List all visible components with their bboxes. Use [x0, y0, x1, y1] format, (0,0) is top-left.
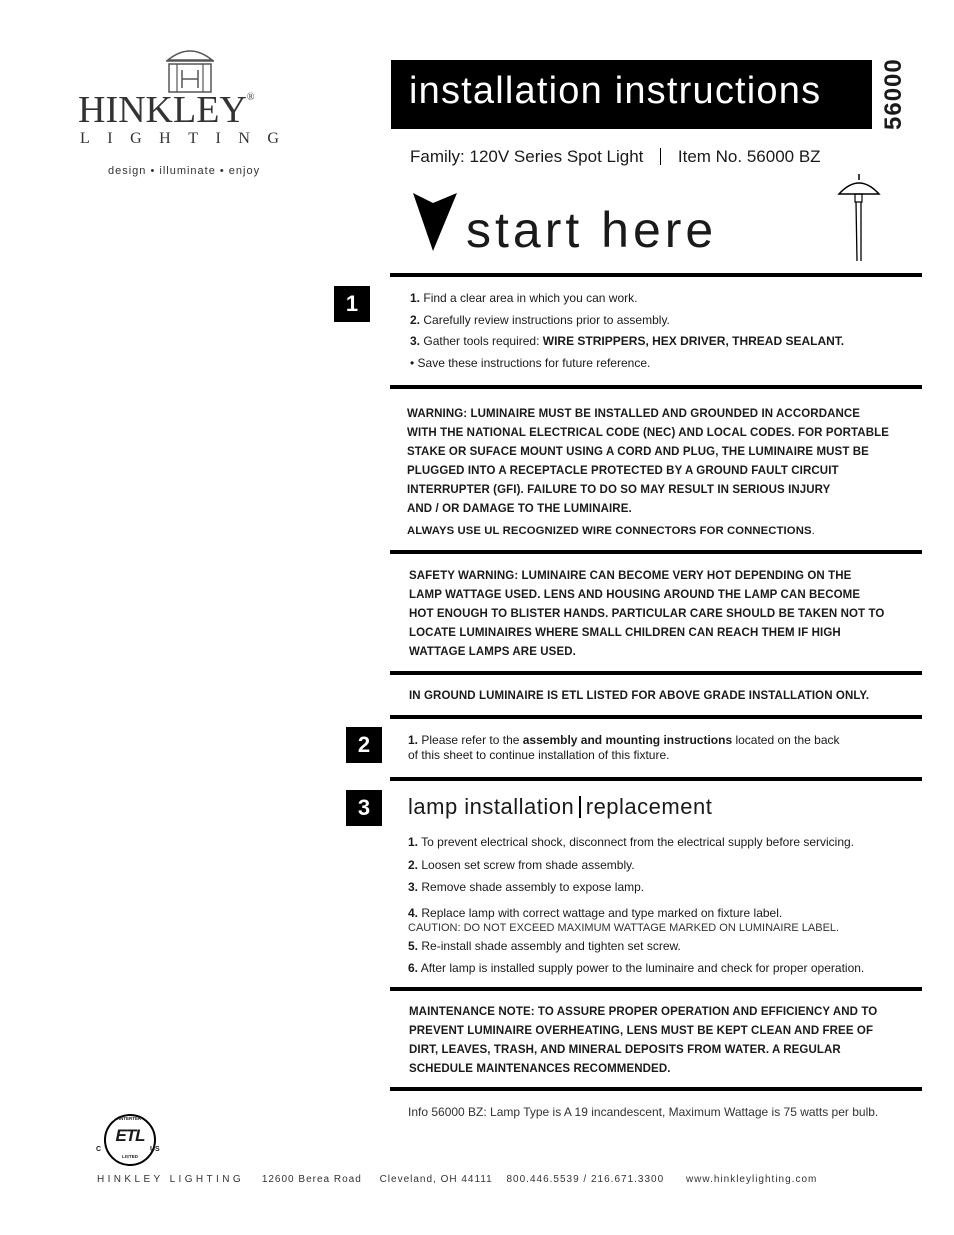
brand-sub: LIGHTING: [80, 130, 297, 147]
page-title: installation instructions: [409, 70, 822, 112]
section-rule: [390, 671, 922, 675]
cert-c: C: [96, 1146, 102, 1153]
section-rule: [390, 1087, 922, 1091]
warning-heat: SAFETY WARNING: LUMINAIRE CAN BECOME VERY HOT DEPENDING ON THE LAMP WATTAGE USED. LENS AND HOUSING AROUND THE LAMP CAN BECOME HOT ENOUGH TO BLISTER HANDS. PARTICULAR CARE SHOULD BE TAKEN NOT TO LOCATE LUMINAIRES WHERE SMALL CHILDREN CAN REACH THEM IF HIGH WATTAGE LAMPS ARE USED.: [409, 570, 885, 658]
footer-company: HINKLEY LIGHTING: [97, 1174, 245, 1185]
step-1-badge: 1: [334, 286, 370, 322]
brand-logo: [70, 44, 310, 184]
footer-address: 12600 Berea Road: [261, 1174, 362, 1185]
footer-phone: 800.446.5539 / 216.671.3300: [506, 1174, 665, 1185]
step-3-list: [408, 832, 923, 980]
etl-certification-mark: [94, 1110, 164, 1166]
start-here-heading: start here: [466, 202, 718, 258]
pavilion-icon: [160, 44, 220, 94]
step-2-text: 1. Please refer to the assembly and mounting instructions located on the back of this sheet to continue installation of this fixture.: [408, 733, 840, 762]
list-item: 3. Gather tools required: WIRE STRIPPERS, HEX DRIVER, THREAD SEALANT.: [410, 334, 845, 348]
brand-name: HINKLEY®: [78, 89, 255, 131]
section-rule: [390, 385, 922, 389]
list-item: 2. Loosen set screw from shade assembly.: [408, 857, 635, 872]
footer: [97, 1174, 817, 1185]
model-number: 56000: [880, 58, 907, 130]
info-line: Info 56000 BZ: Lamp Type is A 19 incandescent, Maximum Wattage is 75 watts per bulb.: [408, 1105, 879, 1119]
step-3-badge: 3: [346, 790, 382, 826]
footer-website[interactable]: www.hinkleylighting.com: [685, 1174, 818, 1185]
list-item: 2. Carefully review instructions prior to assembly.: [410, 312, 670, 327]
step-1-list: [410, 288, 920, 374]
title-banner: [391, 60, 872, 129]
list-item: 1. To prevent electrical shock, disconnect from the electrical supply before servicing.: [408, 835, 855, 849]
start-arrow-icon: [413, 193, 461, 253]
cert-top: INTERTEK: [118, 1116, 142, 1121]
etl-note: IN GROUND LUMINAIRE IS ETL LISTED FOR ABOVE GRADE INSTALLATION ONLY.: [409, 690, 870, 702]
list-item: 1. Find a clear area in which you can work.: [410, 291, 638, 305]
spot-light-icon: [836, 172, 882, 264]
section-3-title: lamp installation replacement: [408, 794, 713, 819]
section-rule: [390, 715, 922, 719]
cert-mark-text: ETL: [115, 1126, 145, 1145]
warning-grounding: WARNING: LUMINAIRE MUST BE INSTALLED AND GROUNDED IN ACCORDANCE WITH THE NATIONAL ELECTRICAL CODE (NEC) AND LOCAL CODES. FOR PORTABLE STAKE OR SUFACE MOUNT USING A CORD AND PLUG, THE LUMINAIRE MUST BE PLUGGED INTO A RECEPTACLE PROTECTED BY A GROUND FAULT CIRCUIT INTERRUPTER (GFI). FAILURE TO DO SO MAY RESULT IN SERIOUS INJURY AND / OR DAMAGE TO THE LUMINAIRE. ALWAYS USE UL RECOGNIZED WIRE CONNECTORS FOR CONNECTIONS.: [407, 408, 890, 537]
maintenance-note: MAINTENANCE NOTE: TO ASSURE PROPER OPERATION AND EFFICIENCY AND TO PREVENT LUMINAIRE OVERHEATING, LENS MUST BE KEPT CLEAN AND FREE OF DIRT, LEAVES, TRASH, AND MINERAL DEPOSITS FROM WATER. A REGULAR SCHEDULE MAINTENANCES RECOMMENDED.: [409, 1006, 878, 1075]
footer-city: Cleveland, OH 44111: [379, 1174, 493, 1185]
cert-bottom: LISTED: [121, 1154, 138, 1159]
caution-text: CAUTION: DO NOT EXCEED MAXIMUM WATTAGE MARKED ON LUMINAIRE LABEL.: [408, 921, 840, 934]
section-rule: [390, 273, 922, 277]
section-rule: [390, 987, 922, 991]
list-item: 6. After lamp is installed supply power to the luminaire and check for proper operation.: [408, 961, 865, 975]
list-item: 4. Replace lamp with correct wattage and type marked on fixture label.: [408, 905, 783, 920]
divider: [660, 148, 661, 165]
brand-tagline: design • illuminate • enjoy: [108, 165, 261, 177]
list-item: • Save these instructions for future reference.: [410, 355, 651, 370]
section-rule: [390, 777, 922, 781]
cert-us: US: [150, 1146, 160, 1153]
list-item: 5. Re-install shade assembly and tighten set screw.: [408, 938, 681, 953]
divider: [579, 796, 581, 818]
section-rule: [390, 550, 922, 554]
product-family: Family: 120V Series Spot Light Item No. 56000 BZ: [410, 147, 821, 166]
step-2-badge: 2: [346, 727, 382, 763]
list-item: 3. Remove shade assembly to expose lamp.: [408, 880, 645, 894]
